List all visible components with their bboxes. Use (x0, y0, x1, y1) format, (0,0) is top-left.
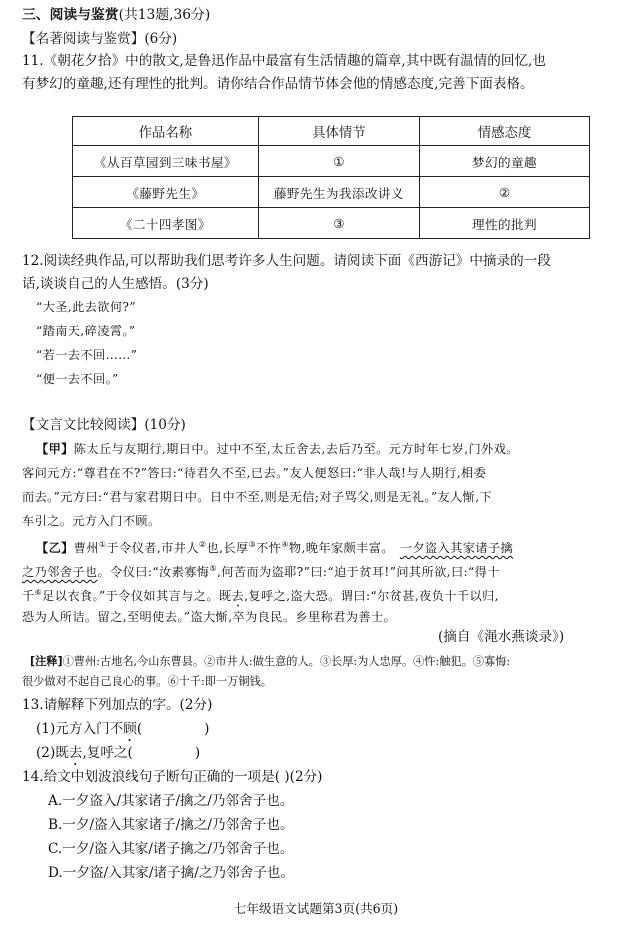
note-mark: ⑤ (209, 564, 217, 573)
q12-line-1: 12.阅读经典作品,可以帮助我们思考许多人生问题。请阅读下面《西游记》中摘录的一段 (22, 253, 551, 269)
q14-stem: 14.给文中划波浪线句子断句正确的一项是( )(2分) (22, 769, 323, 785)
passage-text: 不忤 (256, 541, 282, 556)
passage-text: 于令仪者,市井人 (106, 541, 199, 556)
table-row (73, 208, 590, 239)
table-cell: 《从百草园到三味书屋》 (73, 146, 259, 177)
note-mark: ⑥ (34, 588, 43, 597)
wavy-underline-sentence: 之乃邻舍子也 (22, 565, 98, 580)
table-cell: 《藤野先生》 (73, 177, 259, 208)
table-cell: 梦幻的童趣 (419, 146, 589, 177)
passage-text: ,复呼之,盗大恐。谓曰:“尔贫甚,夜负十千以归, (244, 589, 499, 604)
table-header-cell: 作品名称 (73, 117, 259, 146)
passage-text: 陈太丘与友期行,期日中。过中不至,太丘舍去,去后乃至。元方时年七岁,门外戏。 (73, 442, 519, 456)
table-cell: 《二十四孝图》 (73, 208, 259, 239)
table-cell: 理性的批判 (419, 208, 589, 239)
passage-text: 顾 (135, 514, 148, 528)
passage-text: 入门不 (97, 514, 136, 528)
dotted-char: 去 (68, 745, 83, 761)
table-row (73, 146, 590, 177)
answer-blank[interactable]: ① (258, 146, 419, 177)
question-text: ) (204, 721, 210, 737)
section-title: 三、阅读与鉴赏 (22, 7, 119, 23)
question-text: ( (136, 721, 143, 737)
passage-tag-yi: 【乙】 (36, 541, 74, 556)
passage-jia-line-3: 而去。”元方曰:“君与家君期日中。日中不至,则是无信;对子骂父,则是无礼。”友人惭,下 (22, 490, 493, 504)
table-cell: 藤野先生为我添改讲义 (258, 177, 419, 208)
q13-item-2 (36, 744, 200, 769)
mingzhu-heading: 【名著阅读与鉴赏】(6分) (22, 31, 178, 47)
passage-text: 。 (147, 514, 161, 528)
table-header-cell: 具体情节 (258, 117, 419, 146)
emotion-table (72, 116, 590, 239)
note-mark: ③ (248, 540, 257, 549)
passage-tag-jia: 【甲】 (36, 442, 74, 456)
q14-option-b[interactable]: B.一夕/盗入其家诸子/擒之/乃邻舍子也。 (48, 817, 294, 833)
question-text: (2)既 (36, 745, 69, 761)
q14-option-d[interactable]: D.一夕盗/入其家/诸子擒/之乃邻舍子也。 (48, 865, 294, 881)
dotted-char: 去 (231, 589, 245, 604)
note-mark: ② (198, 540, 207, 549)
notes-line-1 (30, 654, 510, 670)
passage-yi-line-2 (22, 560, 500, 581)
passage-text: 千 (22, 589, 35, 604)
answer-blank[interactable]: ② (419, 177, 589, 208)
page-footer: 七年级语文试题第3页(共6页) (233, 901, 399, 916)
table-header-cell: 情感态度 (419, 117, 589, 146)
quote-line: “便一去不回。” (36, 372, 119, 386)
section-score: (共13题,36分) (118, 7, 211, 23)
question-text: ) (194, 745, 201, 761)
passage-jia-line-2: 客问元方:“尊君在不?”答曰:“待君久不至,已去。”友人便怒曰:“非人哉!与人期行,相委 (22, 466, 487, 480)
table-header-row (73, 117, 590, 146)
quote-line: “踏南天,碎凌霄。” (36, 324, 136, 338)
wenyan-heading: 【文言文比较阅读】(10分) (22, 417, 186, 433)
q14-option-c[interactable]: C.一夕/盗入其家/诸子擒之/乃邻舍子也。 (48, 841, 294, 857)
quote-line: “若一去不回……” (36, 348, 138, 362)
dotted-char: 顾 (123, 721, 137, 737)
section-heading (22, 6, 210, 24)
q14-option-a[interactable]: A.一夕盗入/其家诸子/擒之/乃邻舍子也。 (48, 793, 294, 809)
passage-text: 车引之。元方 (22, 514, 98, 528)
passage-source: (摘自《渑水燕谈录》) (438, 629, 565, 645)
q13-stem: 13.请解释下列加点的字。(2分) (22, 697, 213, 713)
passage-yi-line-3 (22, 584, 499, 610)
note-mark: ① (98, 540, 107, 549)
question-text: ,复呼之( (82, 745, 133, 761)
notes-line-2: 很少做对不起自己良心的事。⑥十千:即一万铜钱。 (22, 675, 272, 688)
passage-text: 足以衣食。”于令仪如其言与之。既 (42, 589, 232, 604)
passage-text: 曹州 (73, 541, 99, 556)
question-text: (1)元方入门不 (36, 721, 124, 737)
table-row (73, 177, 590, 208)
passage-text: ,何苦而为盗耶?”曰:“迫于贫耳!”问其所欲,曰:“得十 (216, 565, 500, 580)
passage-text: 。令仪曰:“汝素寡悔 (97, 565, 210, 580)
quote-line: “大圣,此去欲何?” (36, 300, 136, 314)
passage-text: 物,晚年家颇丰富。 (288, 541, 394, 556)
q12-line-2: 话,谈谈自己的人生感悟。(3分) (22, 276, 209, 292)
wavy-underline-sentence: 一夕盗入其家诸子擒 (399, 541, 514, 556)
q11-line-2: 有梦幻的童趣,还有理性的批判。请你结合作品情节体会他的情感态度,完善下面表格。 (22, 76, 534, 92)
passage-jia-line-4 (22, 512, 160, 530)
note-mark: ④ (281, 540, 289, 549)
answer-blank[interactable]: ③ (258, 208, 419, 239)
q13-item-1 (36, 720, 209, 745)
notes-label: [注释] (30, 655, 63, 668)
passage-yi-line-4: 恐为人所诘。留之,至明使去。”盗大惭,卒为良民。乡里称君为善士。 (22, 610, 397, 624)
passage-text: 也,长厚 (206, 541, 249, 556)
passage-yi-line-1 (36, 536, 513, 557)
notes-text: ①曹州:古地名,今山东曹县。②市井人:做生意的人。③长厚:为人忠厚。④忤:触犯。⑤寡悔: (62, 655, 511, 668)
passage-jia-line-1 (36, 440, 519, 458)
q11-line-1: 11.《朝花夕拾》中的散文,是鲁迅作品中最富有生活情趣的篇章,其中既有温情的回忆,也 (22, 53, 546, 69)
